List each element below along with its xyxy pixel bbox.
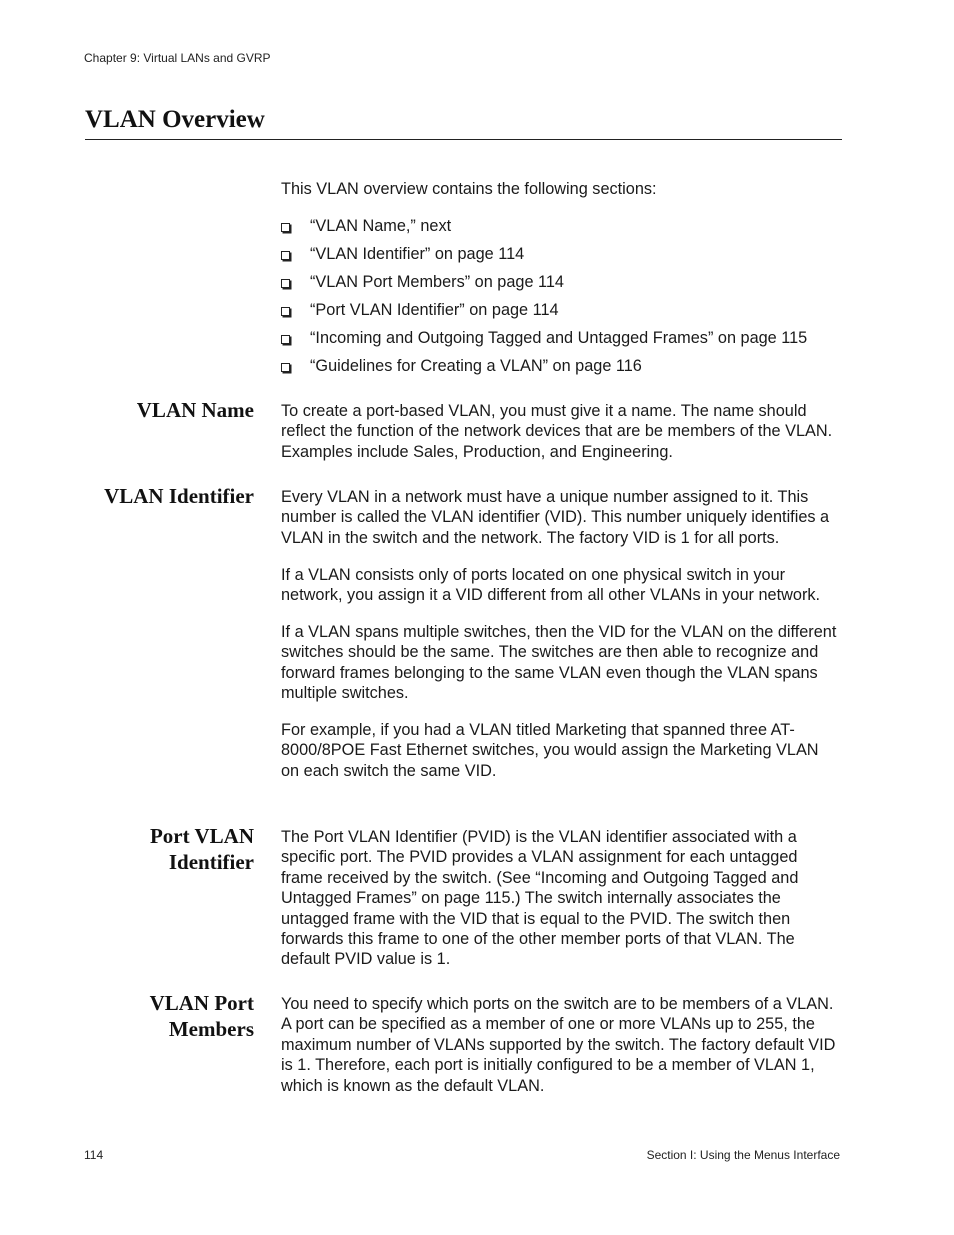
paragraph: You need to specify which ports on the switch are to be members of a VLAN. A port can be specified as a member of one or more VLANs up to 255, the maximum number of VLANs supported by the switch. The factory default VID is 1. Therefore, each port is initially configured to be a member of VLAN 1, which is known as the default VLAN. bbox=[281, 995, 836, 1095]
vlan-name-heading: VLAN Name bbox=[136, 398, 254, 422]
paragraph: To create a port-based VLAN, you must give it a name. The name should reflect the function of the network devices that are be members of the VLAN. Examples include Sales, Production, and Engineering. bbox=[281, 402, 833, 461]
running-footer: Section I: Using the Menus Interface bbox=[646, 1148, 840, 1162]
paragraph: If a VLAN consists only of ports located on one physical switch in your network, you assign it a VID different from all other VLANs in your network. bbox=[281, 565, 821, 605]
intro-text: This VLAN overview contains the following sections: bbox=[281, 180, 657, 198]
vlan-name-body bbox=[281, 401, 841, 479]
page-title: VLAN Overview bbox=[85, 106, 265, 133]
vlan-port-members-body bbox=[281, 994, 841, 1112]
vlan-identifier-heading: VLAN Identifier bbox=[104, 484, 254, 508]
port-vlan-identifier-heading bbox=[54, 823, 254, 875]
list-item-text: “Incoming and Outgoing Tagged and Untagged Frames” on page 115 bbox=[310, 329, 808, 347]
checkbox-bullet-icon bbox=[281, 251, 290, 260]
list-item-text: “Guidelines for Creating a VLAN” on page 116 bbox=[310, 357, 642, 375]
vlan-port-members-heading bbox=[54, 990, 254, 1042]
list-item bbox=[281, 328, 807, 356]
list-item bbox=[281, 244, 807, 272]
vlan-identifier-body bbox=[281, 487, 841, 797]
page-number: 114 bbox=[84, 1148, 104, 1162]
paragraph: For example, if you had a VLAN titled Marketing that spanned three AT-8000/8POE Fast Ethernet switches, you would assign the Marketing VLAN on each switch the same VID. bbox=[281, 720, 819, 780]
title-rule bbox=[85, 139, 842, 140]
checkbox-bullet-icon bbox=[281, 307, 290, 316]
list-item-text: “Port VLAN Identifier” on page 114 bbox=[310, 301, 559, 319]
checkbox-bullet-icon bbox=[281, 279, 290, 288]
heading-line: Identifier bbox=[168, 850, 254, 874]
list-item bbox=[281, 272, 807, 300]
list-item bbox=[281, 216, 807, 244]
paragraph: If a VLAN spans multiple switches, then the VID for the VLAN on the different switches should be the same. The switches are then able to recognize and forward frames belonging to the same VLAN even though the VLAN spans multiple switches. bbox=[281, 622, 837, 703]
list-item bbox=[281, 356, 807, 384]
list-item-text: “VLAN Identifier” on page 114 bbox=[310, 245, 525, 263]
heading-line: VLAN Port bbox=[149, 991, 254, 1015]
paragraph: The Port VLAN Identifier (PVID) is the VLAN identifier associated with a specific port. The PVID provides a VLAN assignment for each untagged frame received by the switch. (See “Incoming and Outgoing Tagged and Untagged Frames” on page 115.) The switch internally associates the untagged frame with the VID that is equal to the PVID. The switch then forwards this frame to one of the other member ports of that VLAN. The default PVID value is 1. bbox=[281, 828, 799, 969]
heading-line: Members bbox=[168, 1017, 254, 1041]
checkbox-bullet-icon bbox=[281, 223, 290, 232]
checkbox-bullet-icon bbox=[281, 335, 290, 344]
list-item bbox=[281, 300, 807, 328]
checkbox-bullet-icon bbox=[281, 363, 290, 372]
heading-line: Port VLAN bbox=[149, 824, 254, 848]
running-header: Chapter 9: Virtual LANs and GVRP bbox=[84, 51, 271, 65]
list-item-text: “VLAN Port Members” on page 114 bbox=[310, 273, 564, 291]
section-list bbox=[281, 216, 807, 384]
port-vlan-identifier-body bbox=[281, 827, 841, 986]
paragraph: Every VLAN in a network must have a unique number assigned to it. This number is called the VLAN identifier (VID). This number uniquely identifies a VLAN in the switch and the network. The factory VID is 1 for all ports. bbox=[281, 488, 830, 547]
list-item-text: “VLAN Name,” next bbox=[310, 217, 452, 235]
